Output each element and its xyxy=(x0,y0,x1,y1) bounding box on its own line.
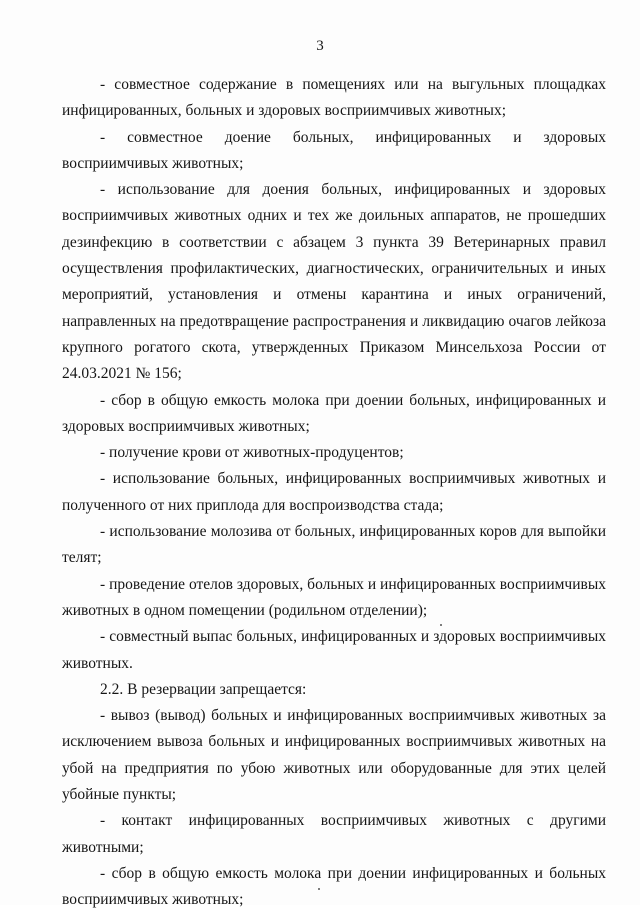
paragraph: - сбор в общую емкость молока при доении больных, инфицированных и здоровых восприимчивых животных; xyxy=(62,391,606,435)
paragraph: - совместный выпас больных, инфицированных и здоровых восприимчивых животных. xyxy=(62,628,606,672)
page-number: 3 xyxy=(316,38,324,54)
paragraph: - использование молозива от больных, инфицированных коров для выпойки телят; xyxy=(62,523,606,567)
scan-speck xyxy=(440,624,442,626)
paragraph: - получение крови от животных-продуцентов; xyxy=(100,444,404,462)
paragraph: - проведение отелов здоровых, больных и инфицированных восприимчивых животных в одном помещении (родильном отделении); xyxy=(62,575,606,619)
section-heading: 2.2. В резервации запрещается: xyxy=(100,680,307,698)
paragraph: - совместное доение больных, инфицированных и здоровых восприимчивых животных; xyxy=(62,128,606,172)
paragraph: - контакт инфицированных восприимчивых животных с другими животными; xyxy=(62,812,606,856)
paragraph: - вывоз (вывод) больных и инфицированных восприимчивых животных за исключением вывоза больных и инфицированных восприимчивых животных на убой на предприятия по убою животных или оборудованные для этих целей убойные пункты; xyxy=(62,707,606,804)
scan-speck xyxy=(318,888,320,890)
paragraph: - совместное содержание в помещениях или на выгульных площадках инфицированных, больных и здоровых восприимчивых животных; xyxy=(62,76,606,120)
document-body xyxy=(62,72,606,914)
paragraph: - сбор в общую емкость молока при доении инфицированных и больных восприимчивых животных; xyxy=(62,864,606,909)
paragraph: - использование для доения больных, инфицированных и здоровых восприимчивых животных одних и тех же доильных аппаратов, не прошедших дезинфекцию в соответствии с абзацем 3 пункта 39 Ветеринарных правил осуществления профилактических, диагностических, ограничительных и иных мероприятий, установления и отмены карантина и иных ограничений, направленных на предотвращение распространения и ликвидацию очагов лейкоза крупного рогатого скота, утвержденных Приказом Минсельхоза России от 24.03.2021 № 156; xyxy=(62,181,606,383)
paragraph: - использование больных, инфицированных восприимчивых животных и полученного от них приплода для воспроизводства стада; xyxy=(62,470,606,514)
